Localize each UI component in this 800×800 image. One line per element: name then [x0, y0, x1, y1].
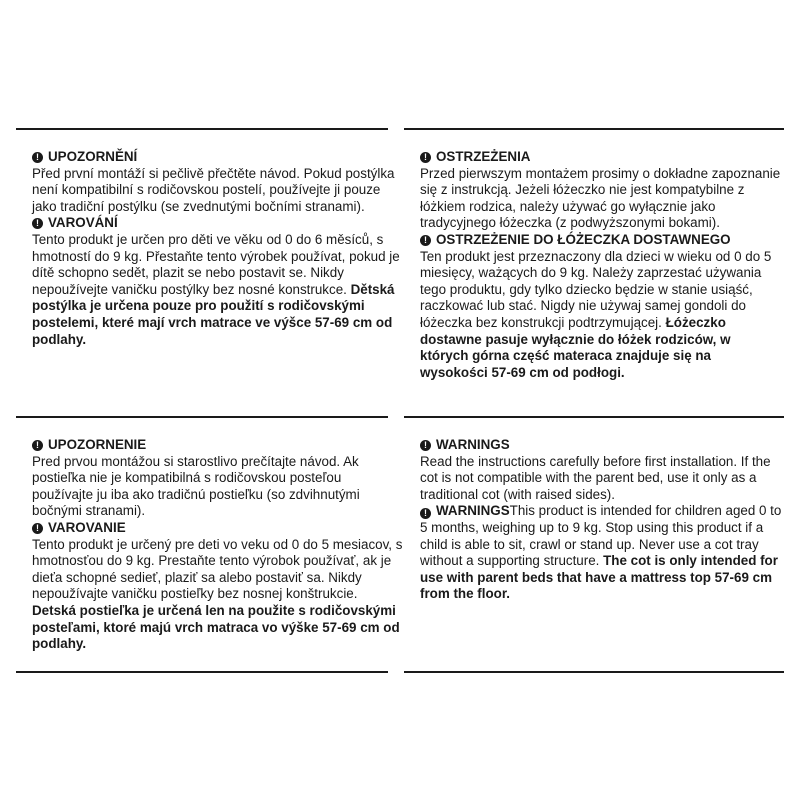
exclamation-circle-icon: !	[420, 235, 431, 246]
caution-text-bold: Dětská postýlka je určena pouze pro použití s rodičovskými postelemi, které mají vrch matrace ve výšce 57-69 cm od podlahy.	[32, 281, 395, 347]
exclamation-circle-icon: !	[32, 218, 43, 229]
caution-paragraph-sk	[32, 537, 404, 653]
warning-paragraph-pl: Przed pierwszym montażem prosimy o dokładne zapoznanie się z instrukcją. Jeżeli łóżeczko nie jest kompatybilne z łóżkiem rodzica, należy używać go wyłącznie jako tradycyjnego łóżeczka (z podwyższonymi bokami).	[420, 165, 781, 231]
warning-paragraph-cz: Před první montáží si pečlivě přečtěte návod. Pokud postýlka není kompatibilní s rodičovskou postelí, používejte ji pouze jako tradiční postýlku (se zvednutými bočními stranami).	[32, 165, 395, 214]
caution-text-bold: Detská postieľka je určená len na použite s rodičovskými posteľami, ktoré majú vrch matraca vo výške 57-69 cm od podlahy.	[32, 602, 400, 652]
caution-paragraph-cz	[32, 232, 404, 348]
caution-text-bold: The cot is only intended for use with parent beds that have a mattress top 57-69 cm from the floor.	[420, 553, 778, 602]
heading-text: VAROVÁNÍ	[48, 215, 118, 231]
heading-text: UPOZORNĚNÍ	[48, 149, 138, 164]
warning-paragraph-sk: Pred prvou montážou si starostlivo prečítajte návod. Ak postieľka nie je kompatibilná s rodičovskou posteľou používajte ju iba ako tradičnú postieľku (so zdvihnutými bočnými stranami).	[32, 453, 360, 519]
warning-heading-cz	[32, 149, 404, 166]
caution-heading-sk	[32, 520, 404, 537]
heading-text: UPOZORNENIE	[48, 437, 147, 452]
heading-text: WARNINGS	[436, 437, 510, 452]
warning-block-en	[420, 437, 782, 603]
exclamation-circle-icon: !	[420, 440, 431, 451]
caution-paragraph-en	[420, 503, 782, 603]
divider-middle-right	[404, 416, 784, 418]
caution-heading-cz	[32, 215, 404, 232]
exclamation-circle-icon: !	[420, 152, 431, 163]
divider-middle-left	[16, 416, 388, 418]
caution-text: This product is intended for children aged 0 to 5 months, weighing up to 9 kg. Stop using this product if a child is able to sit, crawl or stand up. Never use a cot tray without a supporting structure.	[420, 503, 782, 569]
divider-top-left	[16, 128, 388, 130]
divider-bottom-right	[404, 671, 784, 673]
warning-block-cz	[32, 149, 404, 348]
caution-text-bold: Łóżeczko dostawne pasuje wyłącznie do łóżek rodziców, w których górna część materaca znajduje się na wysokości 57-69 cm od podłogi.	[420, 314, 731, 380]
caution-text: Tento produkt je určený pre deti vo veku od 0 do 5 mesiacov, s hmotnosťou do 9 kg. Prestaňte tento výrobok používať, ak je dieťa schopné sedieť, plaziť sa alebo postaviť sa. Nikdy nepoužívajte vaničku postieľky bez nosnej konštrukcie.	[32, 536, 403, 602]
divider-bottom-left	[16, 671, 388, 673]
divider-top-right	[404, 128, 784, 130]
warning-heading-sk	[32, 437, 404, 454]
exclamation-circle-icon: !	[420, 508, 431, 519]
caution-text: Ten produkt jest przeznaczony dla dzieci w wieku od 0 do 5 miesięcy, ważących do 9 kg. Należy zaprzestać używania tego produktu, gdy tylko dziecko będzie w stanie usiąść, raczkować lub stać. Nigdy nie używaj samej gondoli do łóżeczka bez konstrukcji podtrzymującej.	[420, 248, 772, 330]
heading-text: OSTRZEŻENIA	[436, 149, 531, 164]
heading-text: VAROVANIE	[48, 519, 126, 535]
exclamation-circle-icon: !	[32, 152, 43, 163]
caution-text: Tento produkt je určen pro děti ve věku od 0 do 6 měsíců, s hmotností do 9 kg. Přestaňte tento výrobek používat, pokud je dítě schopno sedět, plazit se nebo postavit se. Nikdy nepoužívejte vaničku postýlky bez nosné konstrukce.	[32, 231, 400, 297]
warning-heading-en	[420, 437, 782, 454]
caution-heading-pl	[420, 232, 782, 249]
warning-heading-pl	[420, 149, 782, 166]
warning-block-pl	[420, 149, 782, 381]
heading-text: OSTRZEŻENIE DO ŁÓŻECZKA DOSTAWNEGO	[436, 231, 731, 247]
caution-heading-en: WARNINGS	[436, 503, 510, 519]
exclamation-circle-icon: !	[32, 523, 43, 534]
warning-paragraph-en: Read the instructions carefully before first installation. If the cot is not compatible with the parent bed, use it only as a traditional cot (with raised sides).	[420, 453, 771, 502]
warning-block-sk	[32, 437, 404, 653]
exclamation-circle-icon: !	[32, 440, 43, 451]
caution-paragraph-pl	[420, 249, 782, 382]
